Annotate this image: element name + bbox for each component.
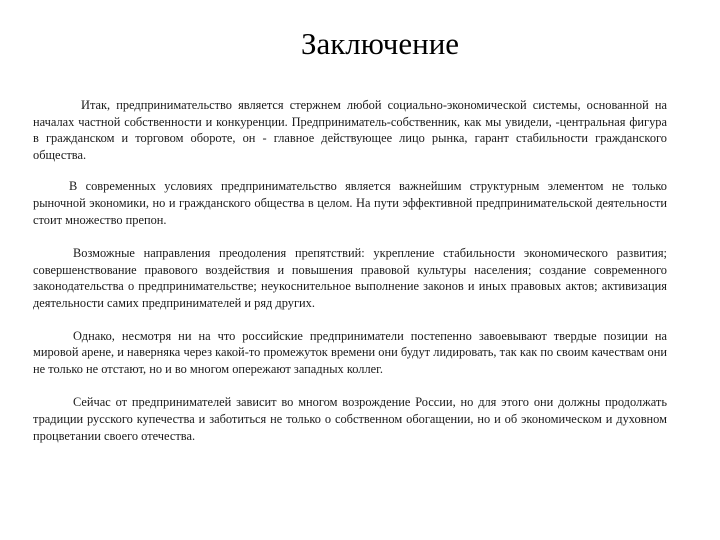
paragraph-2: В современных условиях предпринимательство является важнейшим структурным элементом не только рыночной экономики, но и гражданского общества в целом. На пути эффективной предпринимательской деятельности стоит множество препон.	[33, 179, 667, 227]
slide-body	[33, 97, 667, 459]
paragraph-5: Сейчас от предпринимателей зависит во многом возрождение России, но для этого они должны продолжать традиции русского купечества и заботиться не только о собственном обогащении, но и об экономическом и духовном процветании своего отечества.	[33, 395, 667, 443]
paragraph-4: Однако, несмотря ни на что российские предприниматели постепенно завоевывают твердые позиции на мировой арене, и наверняка через какой-то промежуток времени они будут лидировать, так как по своим качествам они не только не отстают, но и во многом опережают западных коллег.	[33, 328, 667, 376]
paragraph-3: Возможные направления преодоления препятствий: укрепление стабильности экономического развития; совершенствование правового воздействия и повышения правовой культуры населения; создание современного законодательства о предпринимательстве; неукоснительное выполнение законов и иных правовых актов; активизация деятельности самих предпринимателей и ряд других.	[33, 246, 667, 310]
paragraph-1: Итак, предпринимательство является стержнем любой социально-экономической системы, основанной на началах частной собственности и конкуренции. Предприниматель-собственник, как мы увидели, -центральная фигура в гражданском и торговом обороте, он - главное действующее лицо рынка, гарант стабильности гражданского общества.	[33, 98, 667, 162]
slide-title: Заключение	[300, 26, 460, 61]
